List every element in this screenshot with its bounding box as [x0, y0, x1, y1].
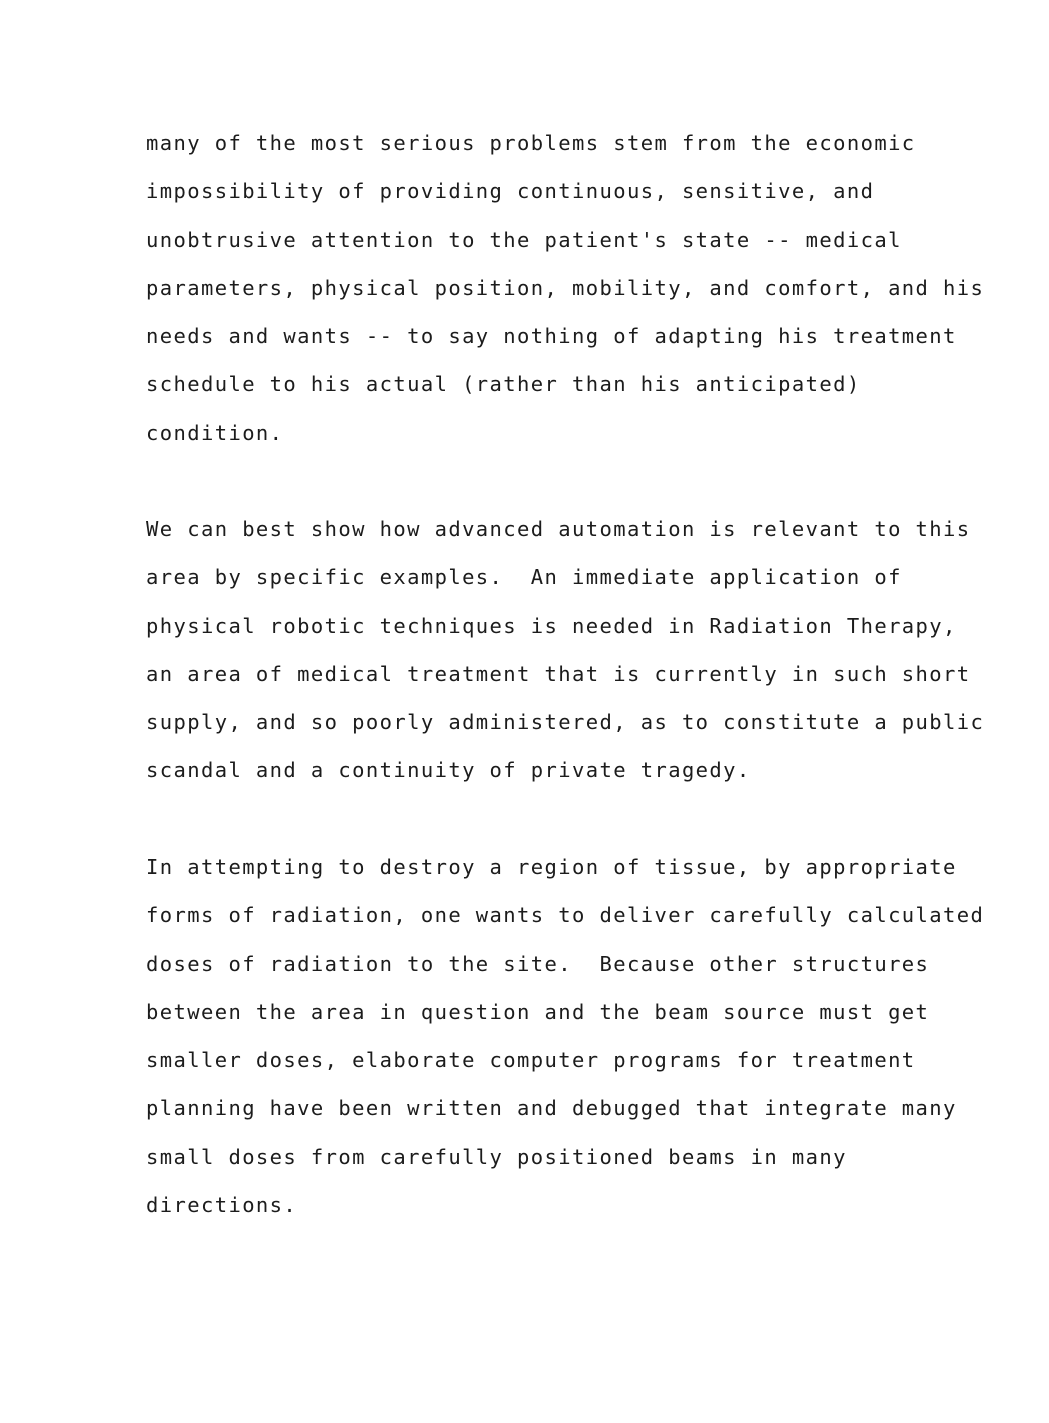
text-line: schedule to his actual (rather than his anticipated): [146, 372, 861, 397]
text-line: area by specific examples. An immediate application of: [146, 565, 902, 590]
text-line: planning have been written and debugged that integrate many: [146, 1096, 957, 1121]
text-line: We can best show how advanced automation is relevant to this: [146, 517, 971, 541]
text-line: impossibility of providing continuous, sensitive, and: [146, 179, 875, 204]
text-line: smaller doses, elaborate computer programs for treatment: [146, 1048, 916, 1073]
text-line: scandal and a continuity of private tragedy.: [146, 758, 751, 783]
paragraph-radiation-dosing: [146, 843, 984, 1229]
text-line: condition.: [146, 420, 284, 445]
text-line: needs and wants -- to say nothing of adapting his treatment: [146, 324, 957, 349]
text-line: supply, and so poorly administered, as to constitute a public: [146, 710, 985, 735]
text-line: an area of medical treatment that is currently in such short: [146, 661, 971, 686]
text-line: many of the most serious problems stem from the economic: [146, 131, 916, 155]
text-line: parameters, physical position, mobility, and comfort, and his: [146, 275, 985, 300]
text-line: unobtrusive attention to the patient's state -- medical: [146, 227, 902, 252]
text-line: forms of radiation, one wants to deliver carefully calculated: [146, 903, 985, 928]
text-line: small doses from carefully positioned beams in many: [146, 1144, 847, 1169]
text-line: doses of radiation to the site. Because other structures: [146, 951, 930, 976]
text-line: between the area in question and the beam source must get: [146, 999, 930, 1024]
paragraph-radiation-therapy-intro: [146, 505, 984, 795]
text-line: directions.: [146, 1193, 298, 1218]
paragraph-patient-attention: [146, 119, 984, 457]
text-line: physical robotic techniques is needed in Radiation Therapy,: [146, 613, 957, 638]
text-line: In attempting to destroy a region of tissue, by appropriate: [146, 855, 957, 879]
